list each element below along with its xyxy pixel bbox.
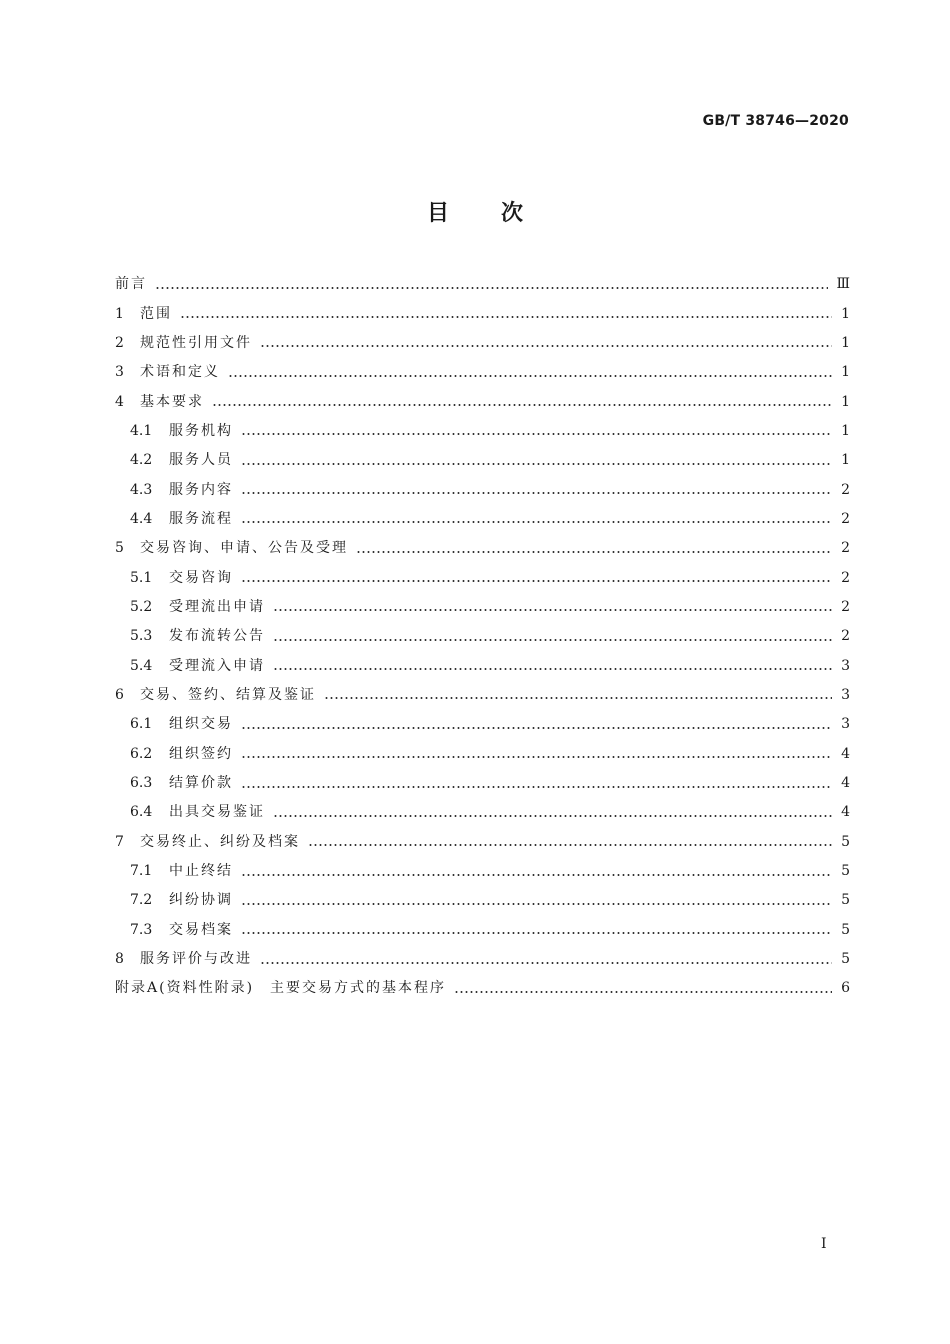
- toc-dot-leader: [308, 836, 832, 848]
- toc-entry-number: 6.1: [130, 716, 153, 733]
- toc-entry[interactable]: [115, 828, 850, 857]
- toc-entry-page: 5: [841, 863, 850, 880]
- toc-entry[interactable]: [115, 945, 850, 974]
- toc-entry-number: 8: [115, 951, 124, 968]
- toc-entry-label: 发布流转公告: [169, 628, 265, 645]
- toc-dot-leader: [241, 719, 832, 731]
- toc-entry-label: 结算价款: [169, 775, 233, 792]
- toc-entry-label: 前言: [115, 276, 147, 293]
- toc-dot-leader: [241, 484, 832, 496]
- toc-entry-label: 服务人员: [169, 452, 233, 469]
- toc-dot-leader: [273, 601, 832, 613]
- toc-dot-leader: [155, 279, 828, 291]
- toc-entry-number: 1: [115, 305, 124, 322]
- toc-dot-leader: [273, 631, 832, 643]
- toc-entry-number: 7.3: [130, 921, 153, 938]
- toc-entry[interactable]: [115, 270, 850, 299]
- toc-entry-label: 规范性引用文件: [140, 334, 252, 351]
- toc-entry[interactable]: [115, 387, 850, 416]
- toc-entry[interactable]: [115, 798, 850, 827]
- toc-entry[interactable]: [115, 563, 850, 592]
- toc-entry-number: 7.1: [130, 863, 153, 880]
- toc-entry[interactable]: [115, 651, 850, 680]
- toc-dot-leader: [241, 778, 832, 790]
- toc-entry[interactable]: [115, 916, 850, 945]
- toc-entry-label: 出具交易鉴证: [169, 804, 265, 821]
- toc-dot-leader: [241, 455, 832, 467]
- toc-entry[interactable]: [115, 534, 850, 563]
- toc-entry-label: 交易咨询: [169, 569, 233, 586]
- toc-entry[interactable]: [115, 593, 850, 622]
- toc-entry[interactable]: [115, 974, 850, 1003]
- toc-dot-leader: [212, 396, 832, 408]
- toc-entry-label: 附录A(资料性附录) 主要交易方式的基本程序: [115, 980, 447, 997]
- toc-entry[interactable]: [115, 857, 850, 886]
- toc-entry-label: 术语和定义: [140, 364, 220, 381]
- toc-entry[interactable]: [115, 769, 850, 798]
- toc-entry-label: 中止终结: [169, 863, 233, 880]
- toc-entry-page: 2: [841, 598, 850, 615]
- toc-entry-number: 5.2: [130, 598, 153, 615]
- toc-dot-leader: [241, 895, 832, 907]
- toc-entry-page: 1: [841, 422, 850, 439]
- toc-entry-number: 7: [115, 833, 124, 850]
- toc-dot-leader: [454, 983, 832, 995]
- toc-entry-label: 服务流程: [169, 510, 233, 527]
- toc-entry-label: 范围: [140, 305, 172, 322]
- toc-dot-leader: [273, 660, 832, 672]
- toc-dot-leader: [260, 337, 832, 349]
- toc-entry-page: 2: [841, 569, 850, 586]
- toc-entry-number: 4.4: [130, 510, 153, 527]
- toc-entry-label: 交易档案: [169, 921, 233, 938]
- toc-title-part2: 次: [501, 201, 524, 226]
- toc-dot-leader: [241, 924, 832, 936]
- toc-entry-page: 4: [841, 775, 850, 792]
- toc-entry-page: 5: [841, 892, 850, 909]
- toc-entry-page: 2: [841, 510, 850, 527]
- toc-entry-number: 4.1: [130, 422, 153, 439]
- toc-entry-page: 2: [841, 481, 850, 498]
- toc-entry-number: 5.3: [130, 628, 153, 645]
- toc-entry[interactable]: [115, 740, 850, 769]
- toc-entry-label: 组织交易: [169, 716, 233, 733]
- toc-entry[interactable]: [115, 358, 850, 387]
- toc-entry[interactable]: [115, 710, 850, 739]
- toc-entry[interactable]: [115, 417, 850, 446]
- toc-title-part1: 目: [426, 201, 449, 226]
- toc-entry-page: 5: [841, 951, 850, 968]
- toc-entry-page: 5: [841, 921, 850, 938]
- toc-entry-number: 4.3: [130, 481, 153, 498]
- toc-entry-page: 4: [841, 804, 850, 821]
- toc-dot-leader: [228, 367, 832, 379]
- toc-entry-page: 5: [841, 833, 850, 850]
- toc-entry-number: 5.4: [130, 657, 153, 674]
- toc-dot-leader: [241, 748, 832, 760]
- toc-dot-leader: [241, 425, 832, 437]
- toc-title: [0, 196, 950, 227]
- toc-entry-page: 3: [841, 657, 850, 674]
- toc-entry-page: 6: [841, 980, 850, 997]
- toc-entry-page: 1: [841, 393, 850, 410]
- toc-entry[interactable]: [115, 505, 850, 534]
- toc-entry-page: 4: [841, 745, 850, 762]
- toc-entry-label: 纠纷协调: [169, 892, 233, 909]
- toc-entry[interactable]: [115, 329, 850, 358]
- toc-entry-page: 3: [841, 686, 850, 703]
- toc-dot-leader: [180, 308, 832, 320]
- toc-entry-page: 2: [841, 628, 850, 645]
- toc-entry-number: 5.1: [130, 569, 153, 586]
- toc-entry-number: 3: [115, 364, 124, 381]
- page-number: Ⅰ: [821, 1236, 827, 1252]
- toc-entry[interactable]: [115, 475, 850, 504]
- toc-entry-label: 受理流入申请: [169, 657, 265, 674]
- toc-entry-label: 交易咨询、申请、公告及受理: [140, 540, 348, 557]
- standard-code: GB/T 38746—2020: [702, 113, 849, 129]
- table-of-contents: [115, 270, 850, 1004]
- toc-dot-leader: [241, 866, 832, 878]
- toc-entry[interactable]: [115, 886, 850, 915]
- toc-dot-leader: [241, 572, 832, 584]
- toc-entry[interactable]: [115, 446, 850, 475]
- toc-entry[interactable]: [115, 622, 850, 651]
- toc-entry-label: 基本要求: [140, 393, 204, 410]
- toc-entry-number: 6: [115, 686, 124, 703]
- toc-dot-leader: [356, 543, 832, 555]
- toc-entry-label: 服务评价与改进: [140, 951, 252, 968]
- toc-entry[interactable]: [115, 299, 850, 328]
- toc-entry-page: 1: [841, 334, 850, 351]
- toc-entry-number: 4: [115, 393, 124, 410]
- toc-entry-number: 7.2: [130, 892, 153, 909]
- toc-dot-leader: [241, 513, 832, 525]
- toc-entry-page: 1: [841, 364, 850, 381]
- toc-entry-number: 5: [115, 540, 124, 557]
- toc-entry-number: 6.4: [130, 804, 153, 821]
- toc-entry-page: 1: [841, 452, 850, 469]
- toc-entry-label: 组织签约: [169, 745, 233, 762]
- toc-entry-number: 6.3: [130, 775, 153, 792]
- toc-entry-page: 3: [841, 716, 850, 733]
- toc-dot-leader: [273, 807, 832, 819]
- toc-dot-leader: [260, 954, 832, 966]
- toc-entry-number: 2: [115, 334, 124, 351]
- toc-entry-number: 4.2: [130, 452, 153, 469]
- toc-entry-label: 服务机构: [169, 422, 233, 439]
- toc-entry[interactable]: [115, 681, 850, 710]
- toc-dot-leader: [324, 689, 832, 701]
- toc-entry-number: 6.2: [130, 745, 153, 762]
- toc-entry-label: 交易、签约、结算及鉴证: [140, 686, 316, 703]
- toc-entry-label: 受理流出申请: [169, 598, 265, 615]
- toc-entry-page: 2: [841, 540, 850, 557]
- toc-entry-page: 1: [841, 305, 850, 322]
- toc-entry-label: 服务内容: [169, 481, 233, 498]
- toc-entry-label: 交易终止、纠纷及档案: [140, 833, 300, 850]
- toc-entry-page: Ⅲ: [836, 276, 850, 293]
